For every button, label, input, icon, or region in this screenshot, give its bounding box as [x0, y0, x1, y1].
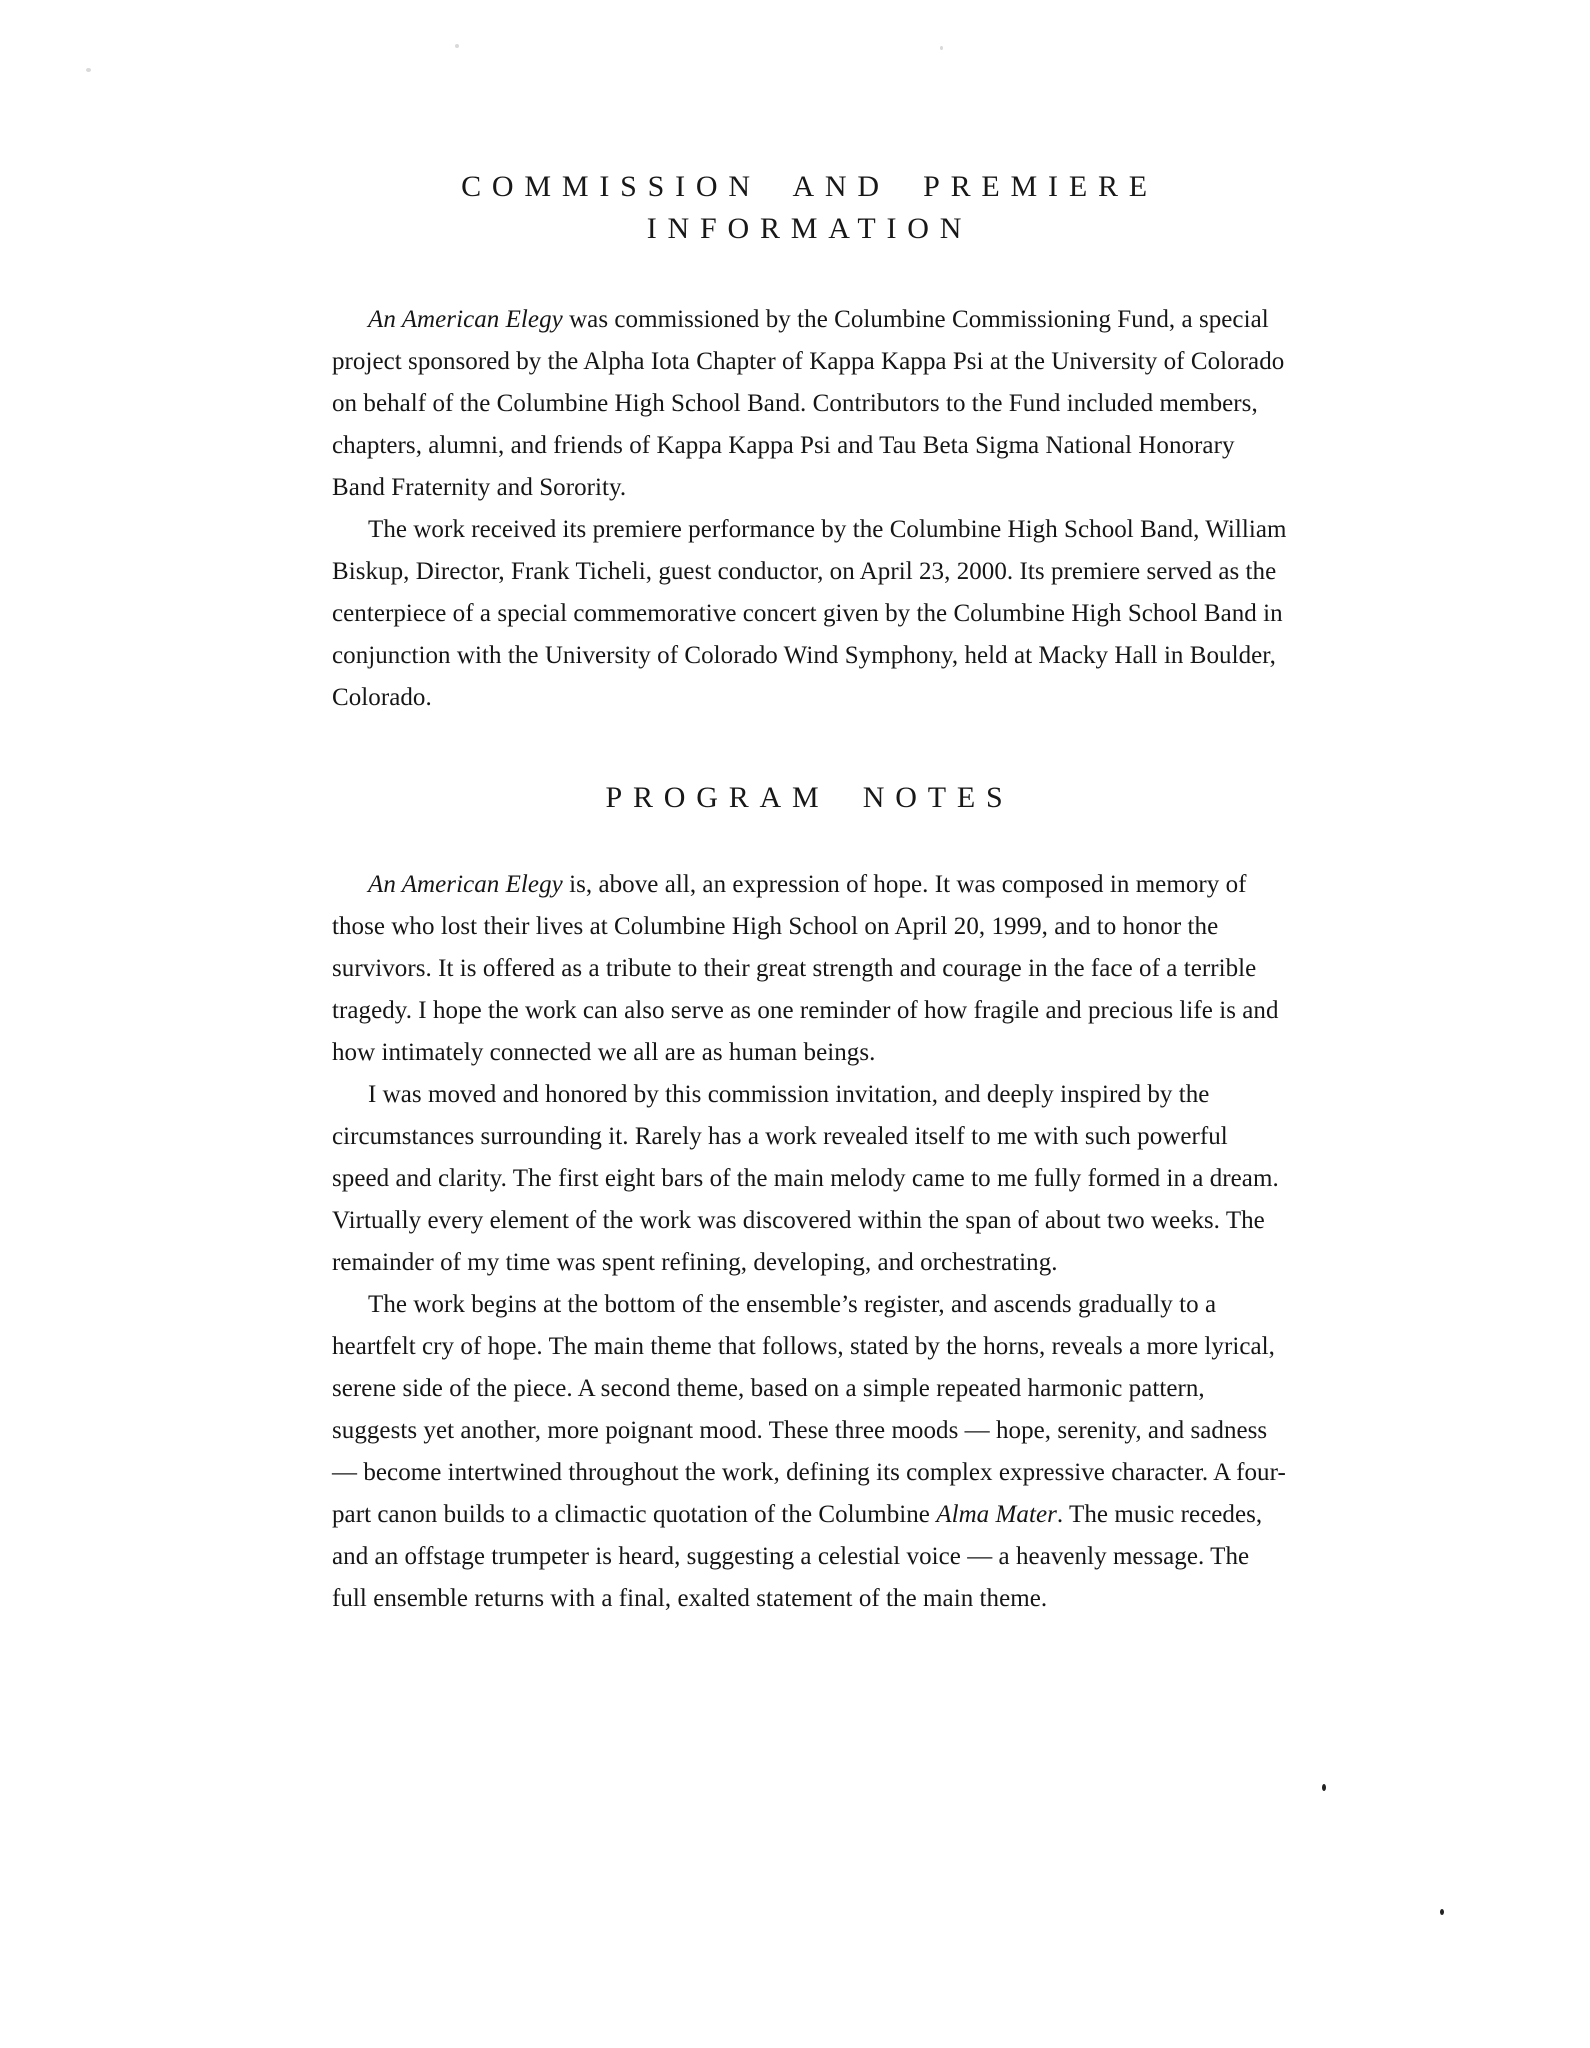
commission-heading-line-2: INFORMATION: [646, 212, 973, 245]
scan-speck: [1440, 1909, 1444, 1915]
commission-paragraph-2: The work received its premiere performance by the Columbine High School Band, William Biskup, Director, Frank Ticheli, guest conductor, on April 23, 2000. Its premiere served as the centerpiece of a special commemorative concert given by the Columbine High School Band in conjunction with the University of Colorado Wind Symphony, held at Macky Hall in Boulder, Colorado.: [332, 516, 1287, 711]
commission-paragraph-1: An American Elegy was commissioned by the Columbine Commissioning Fund, a special project sponsored by the Alpha Iota Chapter of Kappa Kappa Psi at the University of Colorado on behalf of the Columbine High School Band. Contributors to the Fund included members, chapters, alumni, and friends of Kappa Kappa Psi and Tau Beta Sigma National Honorary Band Fraternity and Sorority.: [332, 306, 1285, 501]
program-notes-paragraph-2: I was moved and honored by this commission invitation, and deeply inspired by the circumstances surrounding it. Rarely has a work revealed itself to me with such powerful speed and clarity. The first eight bars of the main melody came to me fully formed in a dream. Virtually every element of the work was discovered within the span of about two weeks. The remainder of my time was spent refining, developing, and orchestrating.: [332, 1081, 1279, 1276]
commission-heading-line-1: COMMISSION AND PREMIERE: [461, 170, 1158, 203]
program-notes-paragraph-3: The work begins at the bottom of the ensemble’s register, and ascends gradually to a heartfelt cry of hope. The main theme that follows, stated by the horns, reveals a more lyrical, serene side of the piece. A second theme, based on a simple repeated harmonic pattern, suggests yet another, more poignant mood. These three moods — hope, serenity, and sadness — become intertwined throughout the work, defining its complex expressive character. A four-part canon builds to a climactic quotation of the Columbine Alma Mater. The music recedes, and an offstage trumpeter is heard, suggesting a celestial voice — a heavenly message. The full ensemble returns with a final, exalted statement of the main theme.: [332, 1291, 1286, 1612]
commission-section-heading: [332, 166, 1287, 250]
scan-speck: [940, 46, 943, 50]
program-notes-paragraph-1: An American Elegy is, above all, an expression of hope. It was composed in memory of those who lost their lives at Columbine High School on April 20, 1999, and to honor the survivors. It is offered as a tribute to their great strength and courage in the face of a terrible tragedy. I hope the work can also serve as one reminder of how fragile and precious life is and how intimately connected we all are as human beings.: [332, 871, 1279, 1066]
scan-speck: [86, 68, 91, 72]
text-column: [332, 166, 1287, 1620]
program-notes-section-heading: PROGRAM NOTES: [605, 781, 1014, 814]
scan-speck: [455, 44, 459, 48]
scan-speck: [1322, 1784, 1326, 1791]
